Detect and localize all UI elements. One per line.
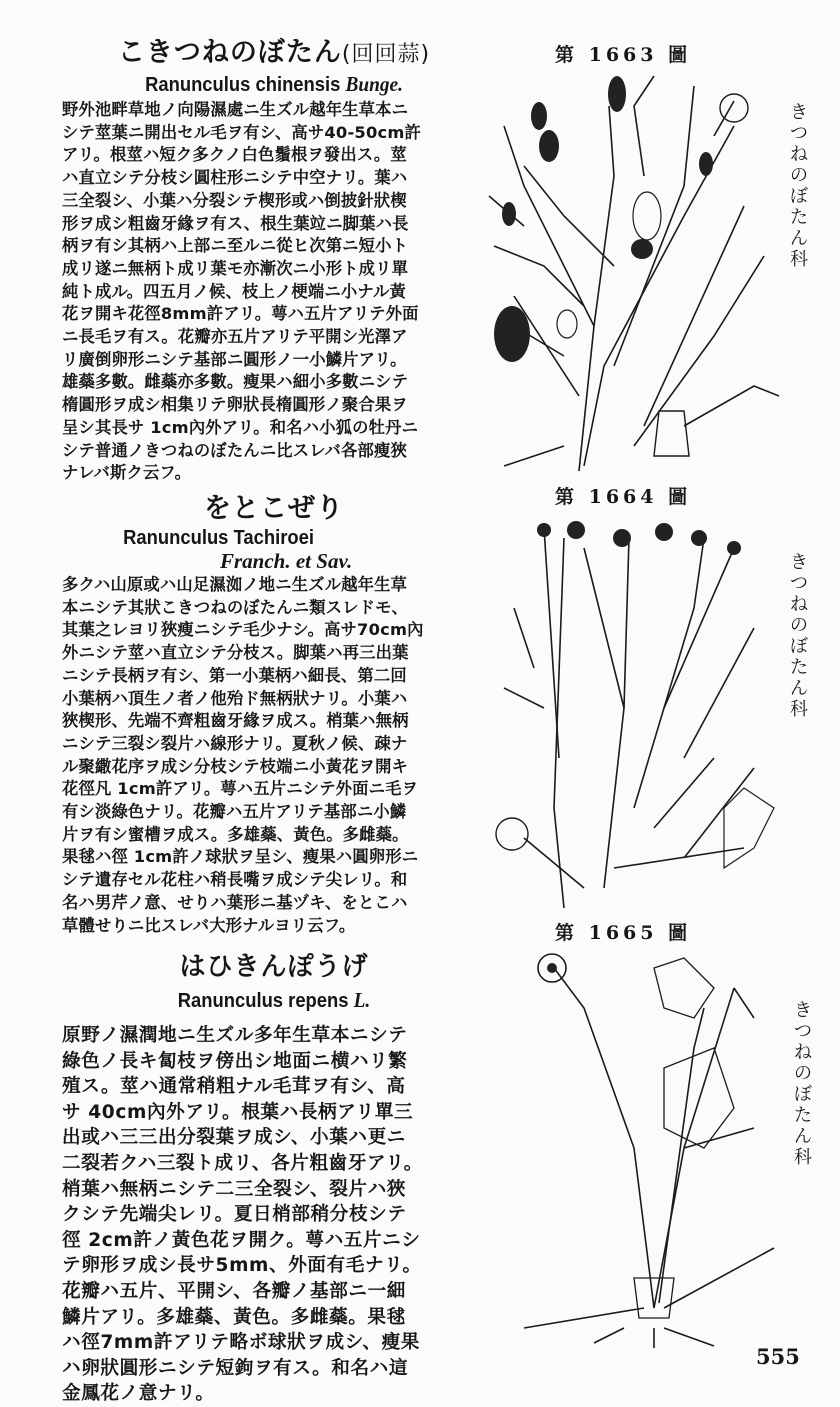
- scientific-name: Ranunculus Tachiroei: [123, 527, 314, 549]
- family-label-char: の: [790, 165, 808, 186]
- family-label-1664: [788, 552, 810, 720]
- text-line: 柄ヲ有シ其柄ハ上部ニ至ルニ從ヒ次第ニ短小ト: [62, 236, 409, 256]
- text-line: クシテ先端尖レリ。夏日梢部稍分枝シテ: [62, 1204, 407, 1226]
- entry-1664: [62, 492, 486, 937]
- family-label-char: つ: [794, 1021, 812, 1042]
- text-line: ハ徑7mm許アリテ略ボ球狀ヲ成シ、瘦果: [62, 1332, 420, 1354]
- text-line: 形ヲ成シ粗齒牙緣ヲ有ス、根生葉竝ニ脚葉ハ長: [62, 213, 409, 233]
- text-line: シテ遺存セル花柱ハ稍長嘴ヲ成シテ尖レリ。和: [62, 870, 408, 890]
- figure-number-1663: 第 1663 圖: [555, 44, 692, 66]
- text-line: テ卵形ヲ成シ長サ5mm、外面有毛ナリ。: [62, 1255, 422, 1277]
- family-label-char: た: [790, 207, 808, 228]
- scientific-name: [79, 72, 469, 97]
- text-line: 花ヲ開キ花徑8mm許アリ。萼ハ五片アリテ外面: [62, 304, 419, 324]
- family-label-char: ぼ: [790, 636, 808, 657]
- japanese-name: をとこぜり: [204, 493, 344, 524]
- family-label-1665: [792, 1000, 814, 1168]
- family-label-char: の: [794, 1063, 812, 1084]
- text-line: サ 40cm內外アリ。根葉ハ長柄アリ單三: [62, 1101, 414, 1123]
- japanese-name: はひきんぽうげ: [179, 952, 369, 982]
- family-label-char: ん: [790, 228, 808, 249]
- entry-1663: [62, 36, 486, 485]
- entry-1665: [62, 950, 486, 1407]
- text-line: シテ普通ノきつねのぼたんニ比スレバ各部瘦狹: [62, 440, 407, 460]
- plant-illustration-1664: [484, 508, 784, 908]
- family-label-char: ぼ: [794, 1084, 812, 1105]
- author-citation: L.: [353, 988, 371, 1012]
- plant-illustration-1663: [484, 66, 784, 476]
- text-line: 三全裂シ、小葉ハ分裂シテ楔形或ハ倒披針狀楔: [62, 190, 407, 210]
- text-line: 花徑凡 1cm許アリ。萼ハ五片ニシテ外面ニ毛ヲ: [62, 779, 419, 799]
- text-line: 雄蘂多數。雌蘂亦多數。瘦果ハ細小多數ニシテ: [62, 372, 409, 392]
- japanese-name-text: こきつねのぼたん: [117, 37, 342, 68]
- family-label-char: き: [790, 552, 808, 573]
- description: [62, 574, 486, 937]
- text-line: ナレバ斯ク云フ。: [62, 463, 192, 483]
- description: [62, 1023, 486, 1407]
- text-line: 成リ遂ニ無柄ト成リ葉モ亦漸次ニ小形ト成リ單: [62, 258, 409, 278]
- text-line: 梢葉ハ無柄ニシテ二三全裂シ、裂片ハ狹: [62, 1178, 407, 1200]
- text-line: 野外池畔草地ノ向陽濕處ニ生ズル越年生草本ニ: [62, 100, 409, 119]
- figure-number-1665: 第 1665 圖: [555, 922, 692, 944]
- text-line: ル聚繖花序ヲ成シ分枝シテ枝端ニ小黃花ヲ開キ: [62, 756, 409, 776]
- family-label-char: ね: [794, 1042, 812, 1063]
- family-label-char: き: [794, 1000, 812, 1021]
- family-label-char: つ: [790, 123, 808, 144]
- text-line: 小葉柄ハ頂生ノ者ノ他殆ド無柄狀ナリ。小葉ハ: [62, 688, 408, 708]
- text-line: 有シ淡綠色ナリ。花瓣ハ五片アリテ基部ニ小鱗: [62, 802, 407, 822]
- page-number: 555: [756, 1344, 800, 1369]
- text-line: 殖ス。莖ハ通常稍粗ナル毛茸ヲ有シ、高: [62, 1076, 406, 1098]
- text-line: 名ハ男芹ノ意、せりハ葉形ニ基ヅキ、をとこハ: [62, 892, 408, 912]
- chinese-name: (回回蒜): [341, 42, 431, 67]
- family-label-char: ん: [790, 678, 808, 699]
- japanese-name: [62, 36, 486, 72]
- text-line: 其葉之レヨリ狹瘦ニシテ毛少ナシ。高サ70cm內: [62, 620, 424, 640]
- text-line: ニシテ長柄ヲ有シ、第一小葉柄ハ細長、第二回: [62, 665, 407, 685]
- plant-illustration-1665: [484, 948, 784, 1348]
- text-line: 綠色ノ長キ匐枝ヲ傍出シ地面ニ横ハリ繁: [62, 1050, 408, 1072]
- family-label-char: ん: [794, 1126, 812, 1147]
- text-line: ニシテ三裂シ裂片ハ線形ナリ。夏秋ノ候、疎ナ: [62, 733, 408, 753]
- text-line: 出或ハ三三出分裂葉ヲ成シ、小葉ハ更ニ: [62, 1127, 407, 1149]
- description: [62, 99, 486, 485]
- text-line: 呈シ其長サ 1cm內外アリ。和名ハ小狐の牡丹ニ: [62, 417, 419, 437]
- text-line: 片ヲ有シ蜜槽ヲ成ス。多雄蘂、黃色。多雌蘂。: [62, 824, 409, 844]
- author-citation: Franch. et Sav.: [220, 549, 353, 573]
- text-line: 多クハ山原或ハ山足濕洳ノ地ニ生ズル越年生草: [62, 575, 408, 594]
- text-line: 花瓣ハ五片、平開シ、各瓣ノ基部ニ一細: [62, 1280, 407, 1302]
- text-line: アリ。根莖ハ短ク多クノ白色鬚根ヲ發出ス。莖: [62, 145, 407, 165]
- family-label-char: 科: [790, 249, 808, 270]
- figure-number-1664: 第 1664 圖: [555, 486, 692, 508]
- family-label-char: ぼ: [790, 186, 808, 207]
- scientific-name: [79, 988, 469, 1013]
- text-line: 外ニシテ莖ハ直立シテ分枝ス。脚葉ハ再三出葉: [62, 643, 409, 663]
- text-line: 二裂若クハ三裂ト成リ、各片粗齒牙アリ。: [62, 1152, 423, 1174]
- text-line: ハ卵狀圓形ニシテ短鉤ヲ有ス。和名ハ這: [62, 1357, 409, 1379]
- family-label-char: き: [790, 102, 808, 123]
- binomial: Ranunculus chinensis: [145, 74, 341, 96]
- family-label-char: つ: [790, 573, 808, 594]
- text-line: 草體せりニ比スレバ大形ナルヨリ云フ。: [62, 915, 356, 935]
- text-line: 狹楔形、先端不齊粗齒牙緣ヲ成ス。梢葉ハ無柄: [62, 711, 409, 731]
- family-label-char: 科: [790, 699, 808, 720]
- binomial: Ranunculus repens: [177, 990, 349, 1012]
- text-line: 果毬ハ徑 1cm許ノ球狀ヲ呈シ、瘦果ハ圓卵形ニ: [62, 847, 419, 867]
- family-label-1663: [788, 102, 810, 270]
- family-label-char: た: [794, 1105, 812, 1126]
- text-line: 楕圓形ヲ成シ相集リテ卵狀長楕圓形ノ聚合果ヲ: [62, 395, 408, 415]
- text-line: 徑 2cm許ノ黃色花ヲ開ク。萼ハ五片ニシ: [62, 1229, 421, 1251]
- family-label-char: ね: [790, 144, 808, 165]
- text-line: ハ直立シテ分枝シ圓柱形ニシテ中空ナリ。葉ハ: [62, 168, 408, 188]
- text-line: リ廣倒卵形ニシテ基部ニ圓形ノ一小鱗片アリ。: [62, 349, 407, 369]
- family-label-char: 科: [794, 1147, 812, 1168]
- text-line: 金鳳花ノ意ナリ。: [62, 1383, 215, 1405]
- text-line: 鱗片アリ。多雄蘂、黃色。多雌蘂。果毬: [62, 1306, 406, 1328]
- family-label-char: た: [790, 657, 808, 678]
- family-label-char: の: [790, 615, 808, 636]
- text-line: 本ニシテ其狀こきつねのぼたんニ類スレドモ、: [62, 597, 408, 617]
- text-line: ニ長毛ヲ有ス。花瓣亦五片アリテ平開シ光澤ア: [62, 327, 408, 347]
- text-line: 原野ノ濕潤地ニ生ズル多年生草本ニシテ: [62, 1025, 408, 1046]
- author-citation: Bunge.: [345, 72, 403, 96]
- text-line: 純ト成ル。四五月ノ候、枝上ノ梗端ニ小ナル黃: [62, 281, 406, 301]
- text-line: シテ莖葉ニ開出セル毛ヲ有シ、高サ40-50cm許: [62, 122, 421, 142]
- family-label-char: ね: [790, 594, 808, 615]
